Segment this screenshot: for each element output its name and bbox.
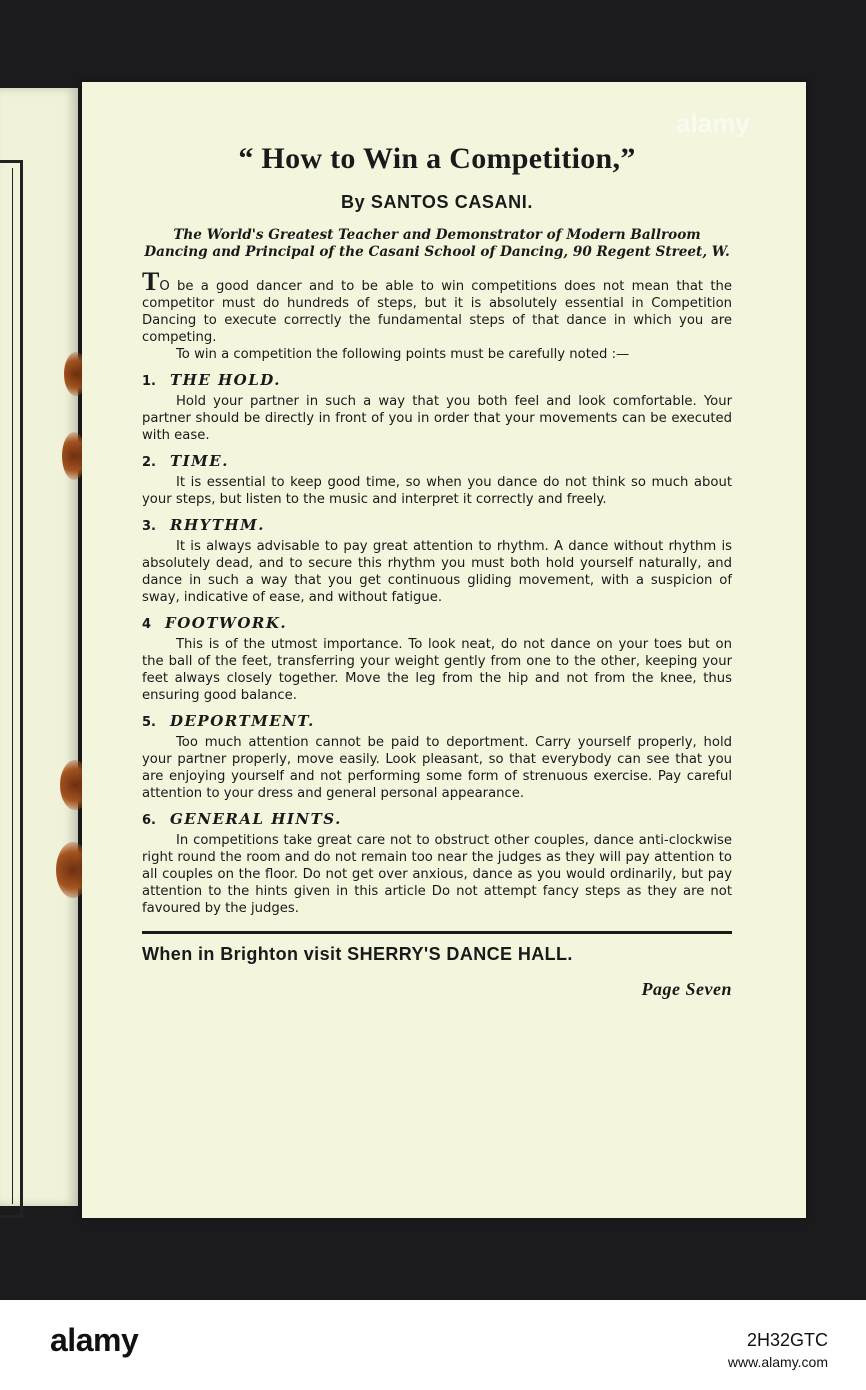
section-general-hints (142, 810, 732, 917)
booklet-page (82, 82, 806, 1218)
drop-cap: T (142, 267, 160, 296)
section-number: 1. (142, 374, 156, 389)
stock-logo: alamy (50, 1322, 139, 1358)
section-text: Too much attention cannot be paid to deportment. Carry yourself properly, hold your partner properly, move easily. Look pleasant, so that everybody can see that you are enjoying yourself and not performing some form of strenuous exercise. Pay careful attention to your dress and general personal appearance. (142, 735, 732, 801)
section-title: DEPORTMENT. (169, 712, 315, 730)
stock-footer-bar (0, 1300, 866, 1390)
page-number: Page Seven (641, 979, 732, 999)
intro-second-paragraph: To win a competition the following points must be carefully noted :— (176, 347, 630, 362)
section-heading (142, 810, 732, 828)
intro-text: O be a good dancer and to be able to win competitions does not mean that the competitor must do hundreds of steps, but it is absolutely essential in Competition Dancing to execute correctly the fundamental steps of that dance in which you are competing. (142, 279, 732, 345)
article-subtitle: The World's Greatest Teacher and Demonstrator of Modern Ballroom Dancing and Principal of the Casani School of Dancing, 90 Regent Street, W. (144, 227, 730, 260)
footer-advert: When in Brighton visit SHERRY'S DANCE HALL. (142, 944, 573, 964)
section-heading (142, 712, 732, 730)
divider-rule (142, 931, 732, 934)
section-footwork (142, 614, 732, 704)
section-number: 5. (142, 715, 156, 730)
section-text: It is essential to keep good time, so when you dance do not think so much about your steps, but listen to the music and interpret it correctly and freely. (142, 475, 732, 507)
section-title: GENERAL HINTS. (169, 810, 342, 828)
left-page-inner-border (0, 168, 13, 1204)
section-number: 4 (142, 617, 152, 632)
stock-image-id: 2H32GTC (746, 1330, 828, 1350)
section-text: It is always advisable to pay great attention to rhythm. A dance without rhythm is absolutely dead, and to secure this rhythm you must both hold yourself naturally, and dance in such a way that you get continuous gliding movement, with a suspicion of sway, indicative of ease, and without fatigue. (142, 539, 732, 605)
section-text: In competitions take great care not to obstruct other couples, dance anti-clockwise right round the room and do not remain too near the judges as they will pay attention to all couples on the floor. Do not get over anxious, dance as you would ordinarily, but pay attention to the hints given in this article Do not attempt fancy steps as they are not favoured by the judges. (142, 833, 732, 916)
section-heading (142, 452, 732, 470)
watermark-text: alamy (676, 108, 750, 138)
section-deportment (142, 712, 732, 802)
stock-url: www.alamy.com (727, 1354, 828, 1370)
section-number: 3. (142, 519, 156, 534)
article-byline: By SANTOS CASANI. (341, 192, 533, 212)
section-title: RHYTHM. (169, 516, 265, 534)
article (142, 142, 732, 1000)
left-page (0, 88, 78, 1206)
section-number: 6. (142, 813, 156, 828)
section-heading (142, 516, 732, 534)
article-title: “ How to Win a Competition,” (238, 142, 636, 175)
section-heading (142, 614, 732, 632)
section-text: Hold your partner in such a way that you both feel and look comfortable. Your partner should be directly in front of you in order that your movements can be executed with ease. (142, 394, 732, 443)
section-rhythm (142, 516, 732, 606)
section-title: FOOTWORK. (165, 614, 288, 632)
section-text: This is of the utmost importance. To look neat, do not dance on your toes but on the ball of the feet, transferring your weight gently from one to the other, keeping your feet always closely together. Move the leg from the hip and not from the knee, thus ensuring good balance. (142, 637, 732, 703)
section-title: TIME. (169, 452, 229, 470)
intro-paragraph (142, 267, 732, 346)
section-hold (142, 371, 732, 444)
section-number: 2. (142, 455, 156, 470)
section-title: THE HOLD. (169, 371, 281, 389)
section-time (142, 452, 732, 508)
section-heading (142, 371, 732, 389)
